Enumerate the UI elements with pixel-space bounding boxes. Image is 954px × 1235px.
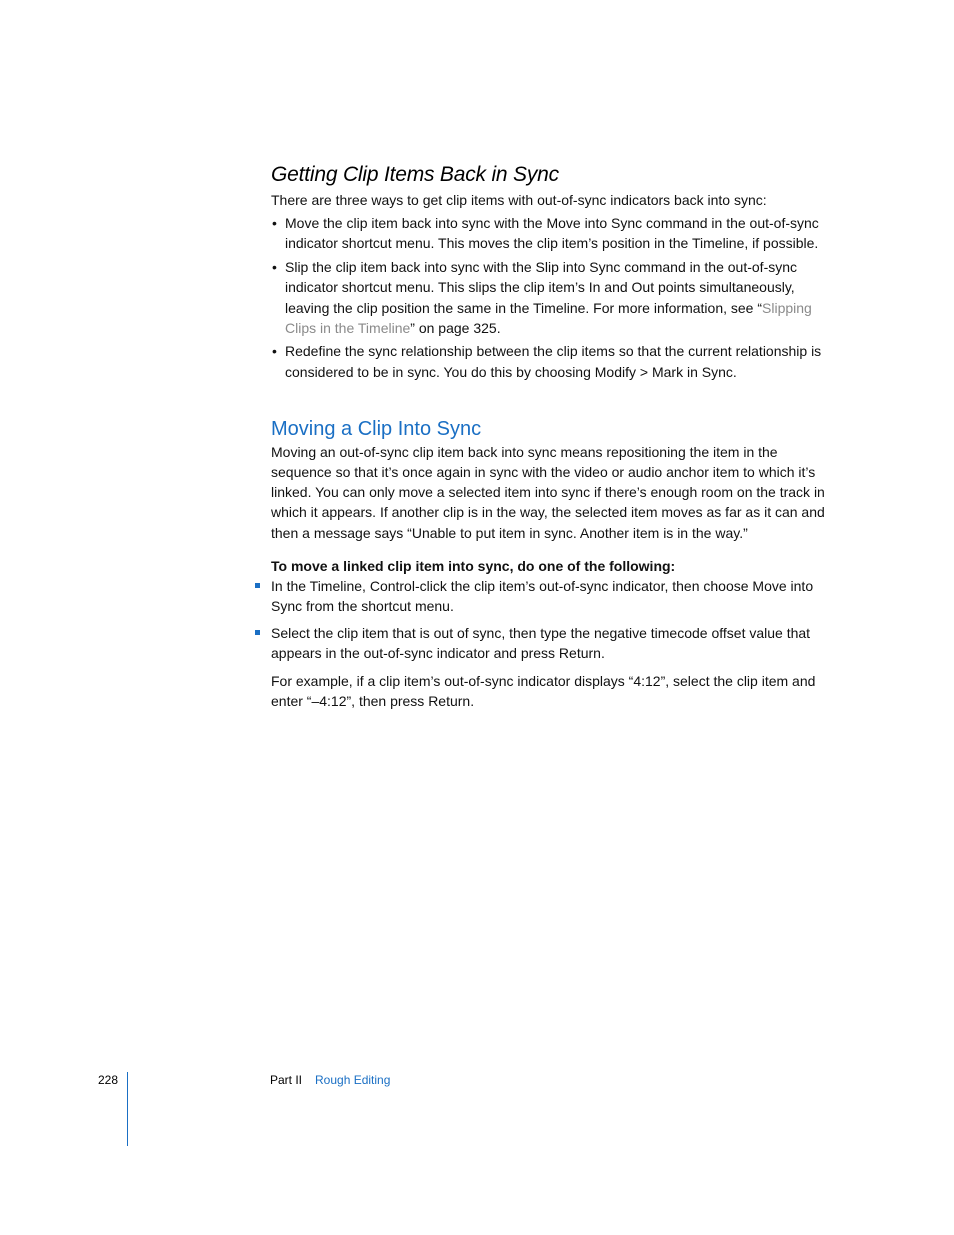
steps-list (271, 576, 831, 664)
subsection-title: Moving a Clip Into Sync (271, 417, 482, 440)
task-heading: To move a linked clip item into sync, do one of the following: (271, 557, 676, 574)
step-text: In the Timeline, Control-click the clip item’s out-of-sync indicator, then choose Move into Sync from the shortcut menu. (271, 577, 814, 615)
list-item-text: Move the clip item back into sync with the Move into Sync command in the out-of-sync indicator shortcut menu. This moves the clip item’s position in the Timeline, if possible. (285, 215, 819, 252)
footer-chapter-link[interactable]: Rough Editing (315, 1073, 391, 1087)
list-item-text: Redefine the sync relationship between the clip items so that the current relationship is considered to be in sync. You do this by choosing Modify > Mark in Sync. (285, 343, 822, 380)
page-content (271, 160, 831, 711)
list-item (271, 257, 831, 338)
cross-reference-link[interactable]: Slipping Clips in the Timeline (285, 299, 812, 336)
sync-methods-list (271, 213, 831, 382)
step-text: Select the clip item that is out of sync, then type the negative timecode offset value that appears in the out-of-sync indicator and press Return. (271, 625, 811, 662)
example-paragraph: For example, if a clip item’s out-of-sync indicator displays “4:12”, select the clip item and enter “–4:12”, then press Return. (271, 672, 816, 709)
bullet-marker: • (272, 215, 277, 232)
step-item (271, 576, 831, 616)
bullet-marker: • (272, 343, 277, 360)
list-item-text-after: ” on page 325. (410, 319, 501, 336)
subsection-body: Moving an out-of-sync clip item back into sync means repositioning the item in the sequence so that it’s once again in sync with the video or audio anchor item to which it’s linked. You can only move a selected item into sync if there’s enough room on the track in which it appears. If another clip is in the way, the selected item moves as far as it can and then a message says “Unable to put item in sync. Another item is in the way.” (271, 443, 825, 541)
bullet-marker: • (272, 259, 277, 276)
list-item-text: Slip the clip item back into sync with the Slip into Sync command in the out-of-sync indicator shortcut menu. This slips the clip item’s In and Out points simultaneously, leaving the clip position the same in the Timeline. For more information, see “ (285, 259, 798, 316)
section-intro: There are three ways to get clip items with out-of-sync indicators back into sync: (271, 192, 767, 208)
list-item (271, 341, 831, 381)
square-bullet-icon (255, 630, 260, 635)
step-item (271, 623, 831, 663)
list-item (271, 213, 831, 253)
footer-part-label: Part II (270, 1073, 303, 1087)
page-number: 228 (98, 1073, 119, 1087)
section-title: Getting Clip Items Back in Sync (271, 163, 559, 186)
footer-divider (127, 1072, 128, 1146)
square-bullet-icon (255, 583, 260, 588)
